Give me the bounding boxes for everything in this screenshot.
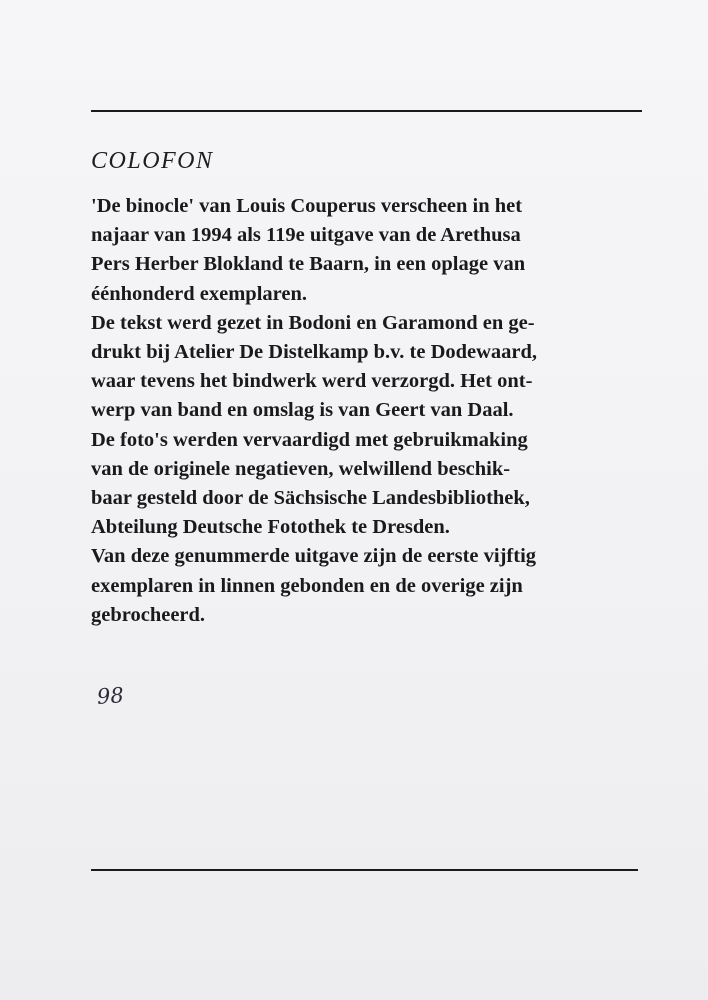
text-line: gebrocheerd.	[91, 603, 206, 626]
text-line: Van deze genummerde uitgave zijn de eerste vijftig	[91, 545, 537, 568]
text-line: drukt bij Atelier De Distelkamp b.v. te Dodewaard,	[91, 341, 538, 364]
text-line: Pers Herber Blokland te Baarn, in een oplage van	[91, 253, 526, 276]
colophon-text	[91, 192, 646, 630]
colophon-heading: COLOFON	[91, 148, 214, 174]
text-line: waar tevens het bindwerk werd verzorgd. Het ont-	[91, 370, 533, 393]
bottom-rule	[91, 869, 638, 871]
text-line: 'De binocle' van Louis Couperus verscheen in het	[91, 195, 523, 217]
text-line: werp van band en omslag is van Geert van Daal.	[91, 399, 514, 422]
text-line: van de originele negatieven, welwillend beschik-	[91, 457, 511, 480]
text-line: exemplaren in linnen gebonden en de overige zijn	[91, 574, 523, 597]
text-line: éénhonderd exemplaren.	[91, 282, 308, 305]
text-line: najaar van 1994 als 119e uitgave van de Arethusa	[91, 224, 521, 247]
text-line: baar gesteld door de Sächsische Landesbibliothek,	[91, 487, 530, 510]
text-line: De tekst werd gezet in Bodoni en Garamond en ge-	[91, 311, 535, 334]
handwritten-copy-number: 98	[96, 683, 125, 709]
text-line: De foto's werden vervaardigd met gebruikmaking	[91, 428, 528, 451]
top-rule	[91, 110, 642, 112]
text-line: Abteilung Deutsche Fotothek te Dresden.	[91, 516, 450, 539]
